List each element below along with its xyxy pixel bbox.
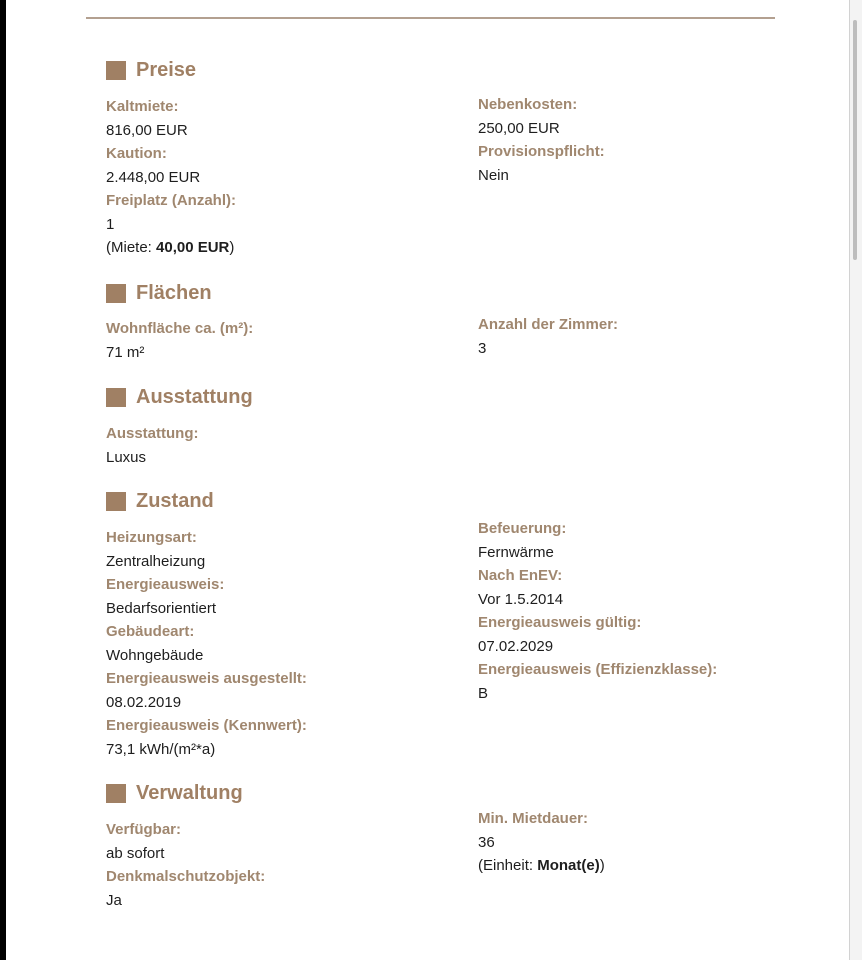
kennwert-label: Energieausweis (Kennwert):: [106, 717, 307, 734]
section-title: Preise: [136, 58, 197, 81]
denkmal-value: Ja: [106, 891, 122, 909]
verfuegbar-value: ab sofort: [106, 844, 165, 862]
ausstattung-label: Ausstattung:: [106, 425, 199, 442]
kaution-value: 2.448,00 EUR: [106, 168, 201, 186]
preise-left-column: [106, 95, 236, 260]
enev-label: Nach EnEV:: [478, 567, 563, 584]
preise-right-column: [478, 93, 605, 187]
flaechen-right-column: [478, 313, 618, 360]
section-square-icon: [106, 492, 126, 511]
section-header-ausstattung: [106, 385, 253, 409]
ausgestellt-label: Energieausweis ausgestellt:: [106, 670, 307, 687]
gebaeudeart-label: Gebäudeart:: [106, 623, 195, 640]
energieausweis-label: Energieausweis:: [106, 576, 225, 593]
befeuerung-label: Befeuerung:: [478, 520, 567, 537]
zustand-right-column: [478, 517, 717, 705]
flaechen-left-column: [106, 317, 253, 364]
kaution-label: Kaution:: [106, 145, 167, 162]
verwaltung-left-column: [106, 818, 265, 912]
gueltig-label: Energieausweis gültig:: [478, 614, 642, 631]
einheit-suffix: ): [599, 857, 605, 874]
kennwert-value: 73,1 kWh/(m²*a): [106, 740, 216, 758]
ausgestellt-value: 08.02.2019: [106, 693, 182, 711]
document-page: [6, 0, 846, 960]
einheit-value: Monat(e): [537, 857, 600, 874]
heizungsart-value: Zentralheizung: [106, 552, 206, 570]
provision-label: Provisionspflicht:: [478, 143, 605, 160]
zimmer-label: Anzahl der Zimmer:: [478, 316, 619, 333]
mietdauer-einheit: [478, 854, 605, 878]
kaltmiete-label: Kaltmiete:: [106, 98, 179, 115]
gueltig-value: 07.02.2029: [478, 637, 554, 655]
section-header-preise: [106, 58, 196, 82]
heizungsart-label: Heizungsart:: [106, 529, 197, 546]
ausstattung-left-column: [106, 422, 199, 469]
section-square-icon: [106, 61, 126, 80]
kaltmiete-value: 816,00 EUR: [106, 121, 188, 139]
wohnflaeche-label: Wohnfläche ca. (m²):: [106, 320, 254, 337]
freiplatz-value: 1: [106, 215, 115, 233]
section-title: Zustand: [136, 489, 214, 512]
energieausweis-value: Bedarfsorientiert: [106, 599, 217, 617]
section-title: Verwaltung: [136, 781, 243, 804]
miete-amount: 40,00 EUR: [156, 239, 230, 256]
section-title: Flächen: [136, 281, 212, 304]
section-header-flaechen: [106, 281, 212, 305]
section-square-icon: [106, 784, 126, 803]
nebenkosten-label: Nebenkosten:: [478, 96, 578, 113]
section-title: Ausstattung: [136, 385, 253, 408]
scrollbar[interactable]: [846, 0, 862, 960]
wohnflaeche-value: 71 m²: [106, 343, 145, 361]
mietdauer-value: 36: [478, 833, 495, 851]
section-square-icon: [106, 284, 126, 303]
befeuerung-value: Fernwärme: [478, 543, 554, 561]
zustand-left-column: [106, 526, 307, 761]
verfuegbar-label: Verfügbar:: [106, 821, 182, 838]
miete-suffix: ): [229, 239, 235, 256]
freiplatz-label: Freiplatz (Anzahl):: [106, 192, 236, 209]
effizienz-label: Energieausweis (Effizienzklasse):: [478, 661, 718, 678]
gebaeudeart-value: Wohngebäude: [106, 646, 204, 664]
einheit-prefix: (Einheit:: [478, 857, 538, 874]
section-header-verwaltung: [106, 781, 243, 805]
scrollbar-thumb[interactable]: [853, 20, 857, 260]
enev-value: Vor 1.5.2014: [478, 590, 564, 608]
freiplatz-miete: [106, 236, 236, 260]
effizienz-value: B: [478, 684, 489, 702]
top-divider: [86, 17, 775, 19]
section-header-zustand: [106, 489, 214, 513]
section-square-icon: [106, 388, 126, 407]
zimmer-value: 3: [478, 339, 487, 357]
denkmal-label: Denkmalschutzobjekt:: [106, 868, 266, 885]
provision-value: Nein: [478, 166, 509, 184]
miete-prefix: (Miete:: [106, 239, 157, 256]
ausstattung-value: Luxus: [106, 448, 147, 466]
nebenkosten-value: 250,00 EUR: [478, 119, 560, 137]
mietdauer-label: Min. Mietdauer:: [478, 810, 589, 827]
verwaltung-right-column: [478, 807, 605, 878]
